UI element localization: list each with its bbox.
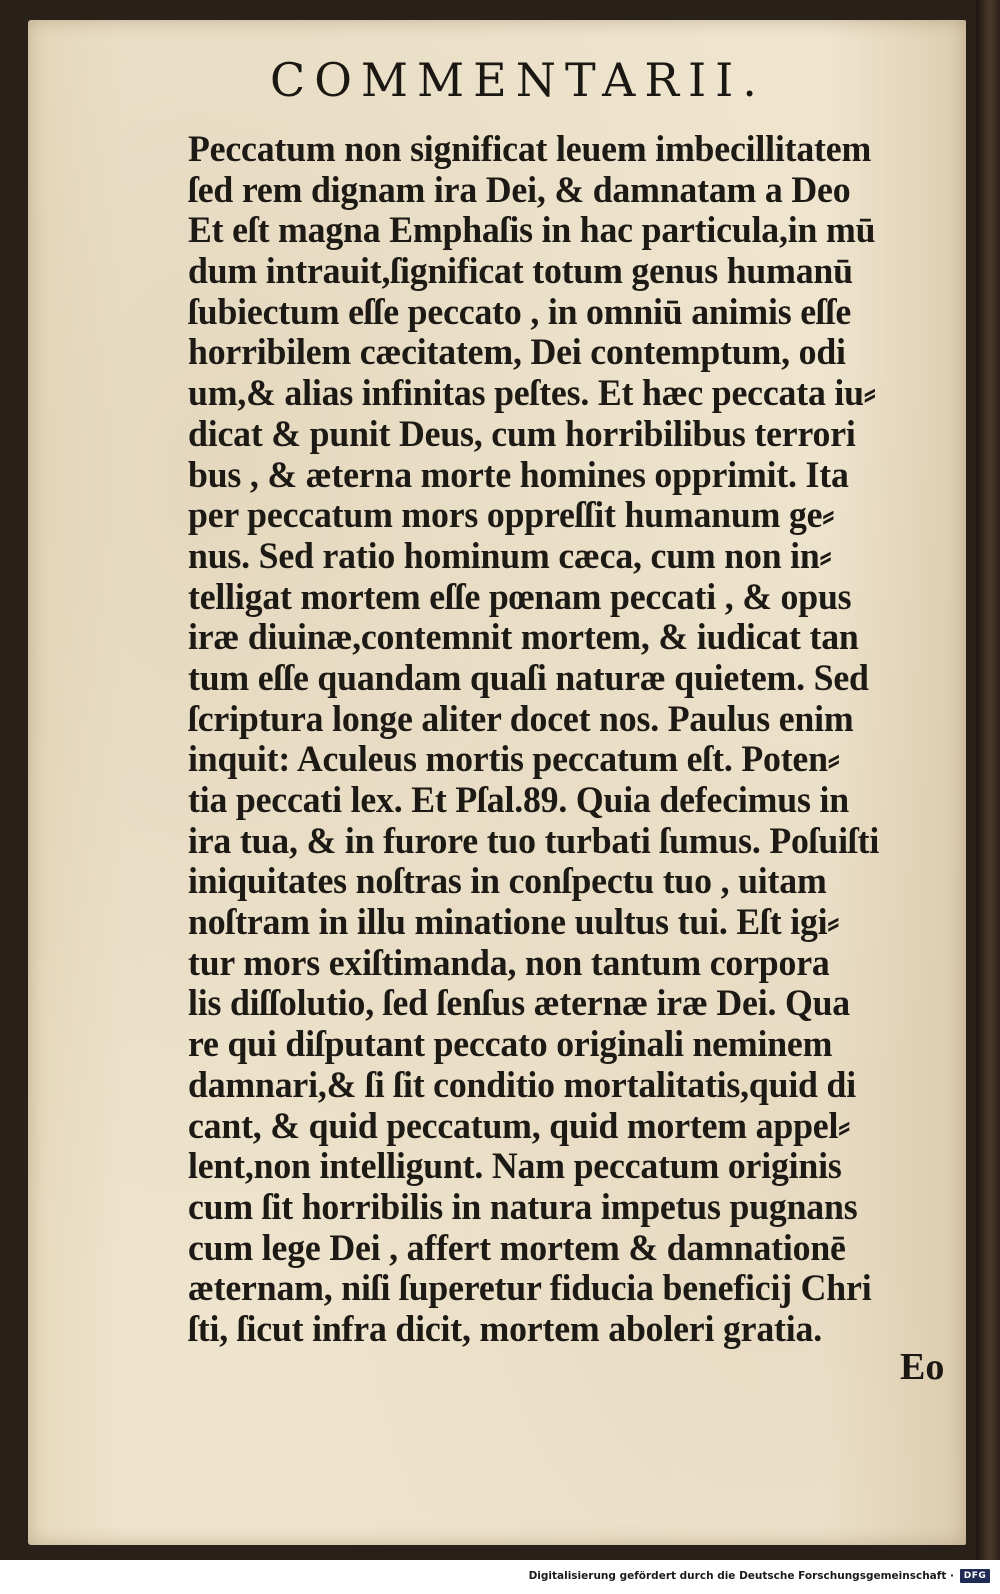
- text-line: tur mors exiſtimanda, non tantum corpora: [188, 942, 830, 984]
- text-line: bus , & æterna morte homines opprimit. Ita: [188, 454, 849, 496]
- text-line: ſti, ſicut infra dicit, mortem aboleri gratia.: [188, 1308, 822, 1350]
- text-line: telligat mortem eſſe pœnam peccati , & opus: [188, 576, 852, 618]
- text-line: æternam, niſi ſuperetur fiducia beneficij Chri: [188, 1268, 872, 1310]
- text-line: Peccatum non significat leuem imbecillitatem: [188, 129, 872, 170]
- text-line: ſubiectum eſſe peccato , in omniū animis eſſe: [188, 291, 852, 333]
- text-line: nus. Sed ratio hominum cæca, cum non in⸗: [188, 535, 832, 577]
- text-line: tum eſſe quandam quaſi naturæ quietem. Sed: [188, 657, 869, 699]
- text-line: lis diſſolutio, ſed ſenſus æternæ iræ Dei. Qua: [188, 983, 851, 1025]
- text-line: re qui diſputant peccato originali neminem: [188, 1024, 833, 1066]
- body-text: [188, 130, 948, 1351]
- dfg-logo-text: DFG: [963, 1571, 987, 1581]
- text-line: tia peccati lex. Et Pſal.89. Quia defecimus in: [188, 780, 849, 821]
- adjacent-leaf-edge: [976, 0, 1000, 1560]
- catchword: Eo: [900, 1346, 945, 1388]
- footer-bar: [0, 1560, 1000, 1594]
- text-line: noſtram in illu minatione uultus tui. Eſt igi⸗: [188, 902, 840, 944]
- text-line: cant, & quid peccatum, quid mortem appel⸗: [188, 1105, 850, 1147]
- text-line: ſcriptura longe aliter docet nos. Paulus enim: [188, 698, 854, 740]
- text-line: cum lege Dei , affert mortem & damnationē: [188, 1227, 846, 1269]
- funding-credit: Digitalisierung gefördert durch die Deutsche Forschungsgemeinschaft ·: [528, 1570, 954, 1582]
- text-line: inquit: Aculeus mortis peccatum eſt. Poten⸗: [188, 739, 840, 781]
- text-line: cum ſit horribilis in natura impetus pugnans: [188, 1186, 858, 1228]
- text-line: Et eſt magna Emphaſis in hac particula,in mū: [188, 210, 876, 252]
- text-line: iniquitates noſtras in conſpectu tuo , uitam: [188, 861, 827, 903]
- text-line: dicat & punit Deus, cum horribilibus terrori: [188, 413, 856, 455]
- text-line: per peccatum mors oppreſſit humanum ge⸗: [188, 495, 835, 537]
- text-line: iræ diuinæ,contemnit mortem, & iudicat tan: [188, 617, 859, 659]
- text-line: dum intrauit,ſignificat totum genus humanū: [188, 251, 853, 293]
- text-line: lent,non intelligunt. Nam peccatum originis: [188, 1146, 842, 1188]
- text-line: um,& alias infinitas peſtes. Et hæc peccata iu⸗: [188, 373, 876, 415]
- dfg-logo-icon: [960, 1569, 990, 1583]
- text-line: ira tua, & in furore tuo turbati ſumus. Poſuiſti: [188, 820, 880, 862]
- running-head: COMMENTARII.: [270, 53, 766, 107]
- text-line: horribilem cæcitatem, Dei contemptum, odi: [188, 332, 846, 374]
- text-line: ſed rem dignam ira Dei, & damnatam a Deo: [188, 169, 851, 211]
- text-line: damnari,& ſi ſit conditio mortalitatis,quid di: [188, 1064, 856, 1106]
